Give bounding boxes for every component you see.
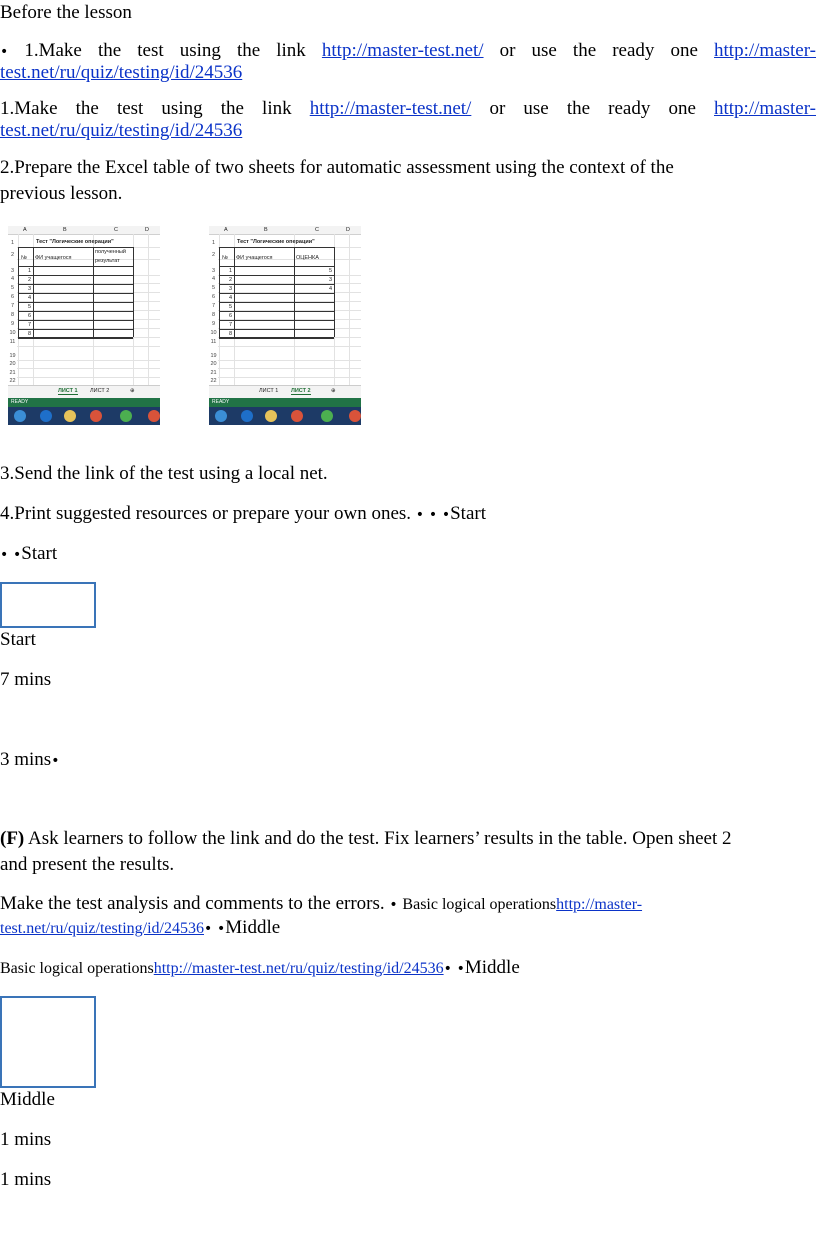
- bullet-icon: •: [415, 507, 425, 523]
- item-number: 8: [28, 331, 32, 337]
- item-number: 1: [229, 268, 233, 274]
- time-3-text: 3 mins: [0, 749, 52, 770]
- item-number: 1: [28, 268, 32, 274]
- sheet-title: Тест "Логические операции": [237, 239, 315, 245]
- grid-line: [17, 368, 160, 369]
- table-border: [18, 311, 133, 312]
- item-number: 8: [229, 331, 233, 337]
- middle-label-inline: Middle: [225, 917, 281, 938]
- column-letter: D: [346, 227, 350, 233]
- step1-bulleted: [0, 40, 816, 63]
- ie-icon: [241, 410, 253, 422]
- item-number: 7: [229, 322, 233, 328]
- table-border: [219, 311, 334, 312]
- tab-sheet1: ЛИСТ 1: [58, 388, 78, 394]
- step1-text: 1.Make the test using the link: [24, 40, 322, 61]
- header-result: полученный: [95, 249, 126, 255]
- bullet-icon: •: [217, 921, 226, 937]
- row-number: 5: [10, 285, 15, 291]
- item-number: 2: [229, 277, 233, 283]
- f-activity-line2: and present the results.: [0, 854, 175, 875]
- excel-sheet1-screenshot: [8, 222, 160, 425]
- chrome-icon: [321, 410, 333, 422]
- column-letter: A: [224, 227, 228, 233]
- table-border: [334, 247, 335, 337]
- table-border: [219, 329, 334, 330]
- basic-ops-label: Basic logical operations: [402, 896, 557, 913]
- grid-line: [17, 360, 160, 361]
- column-header-bar: [209, 226, 361, 235]
- table-border: [18, 302, 133, 303]
- bullet-icon: •: [0, 547, 9, 563]
- table-border: [219, 293, 334, 294]
- tab-sheet2: ЛИСТ 2: [90, 388, 110, 394]
- step1-text-2: 1.Make the test using the link: [0, 98, 310, 119]
- start-orb-icon: [215, 410, 227, 422]
- column-letter: C: [315, 227, 319, 233]
- row-number: 10: [210, 330, 217, 336]
- step3: 3.Send the link of the test using a local net.: [0, 463, 328, 484]
- grid-line: [218, 377, 361, 378]
- row-number: 20: [9, 361, 16, 367]
- start-label: Start: [0, 629, 36, 650]
- page-heading: Before the lesson: [0, 2, 132, 23]
- folder-icon: [64, 410, 76, 422]
- start-label-inline: Start: [450, 503, 486, 524]
- grid-line: [17, 346, 160, 347]
- ie-icon: [40, 410, 52, 422]
- bullet-icon: •: [0, 44, 9, 60]
- row-number: 6: [10, 294, 15, 300]
- time-1-mins-a: 1 mins: [0, 1129, 52, 1150]
- taskbar: [8, 407, 160, 425]
- header-num: №: [222, 255, 228, 261]
- time-3-mins: [0, 749, 59, 772]
- table-border: [18, 266, 133, 267]
- table-border: [219, 302, 334, 303]
- table-border: [219, 275, 334, 276]
- taskbar: [209, 407, 361, 425]
- basic-ops-link-full[interactable]: http://master-test.net/ru/quiz/testing/id/24536: [153, 960, 444, 977]
- master-test-link[interactable]: http://master-test.net/: [321, 40, 484, 61]
- table-border: [18, 247, 19, 337]
- header-result: результат: [95, 258, 120, 264]
- grid-line: [218, 346, 361, 347]
- row-number: 4: [10, 276, 15, 282]
- item-number: 2: [28, 277, 32, 283]
- basic-ops-link-part1[interactable]: http://master-: [556, 896, 643, 913]
- tab-sheet2: ЛИСТ 2: [291, 388, 311, 394]
- row-number: 5: [211, 285, 216, 291]
- table-border: [18, 293, 133, 294]
- bullet-icon: •: [456, 961, 465, 977]
- master-test-link-2[interactable]: http://master-test.net/: [309, 98, 472, 119]
- column-letter: C: [114, 227, 118, 233]
- status-bar: READY: [209, 398, 361, 407]
- time-1-mins-b: 1 mins: [0, 1169, 52, 1190]
- row-number: 11: [9, 339, 16, 345]
- table-border: [18, 247, 133, 248]
- grid-line: [218, 360, 361, 361]
- row-number: 1: [211, 240, 216, 246]
- row-number: 1: [10, 240, 15, 246]
- header-num: №: [21, 255, 27, 261]
- basic-ops-link-part2[interactable]: test.net/ru/quiz/testing/id/24536: [0, 920, 204, 937]
- item-number: 6: [229, 313, 233, 319]
- add-sheet-icon: ⊕: [130, 388, 135, 394]
- row-number: 4: [211, 276, 216, 282]
- media-icon: [90, 410, 102, 422]
- row-number: 11: [210, 339, 217, 345]
- analysis-text: Make the test analysis and comments to the errors.: [0, 893, 390, 914]
- column-letter: A: [23, 227, 27, 233]
- header-grade: ОЦЕНКА: [296, 255, 319, 261]
- start-orb-icon: [14, 410, 26, 422]
- excel-sheet2-screenshot: [209, 222, 361, 425]
- row-number: 19: [210, 353, 217, 359]
- row-number: 2: [10, 252, 15, 258]
- table-border: [219, 338, 334, 339]
- f-activity-line1: [0, 828, 732, 850]
- grade-value: 4: [329, 286, 333, 292]
- bullet-icon: •: [441, 507, 451, 523]
- row-number: 22: [9, 378, 16, 384]
- item-number: 4: [229, 295, 233, 301]
- table-border: [18, 329, 133, 330]
- table-border: [18, 338, 133, 339]
- tab-sheet1: ЛИСТ 1: [259, 388, 279, 394]
- start-stage-box: [0, 582, 96, 628]
- grade-value: 3: [329, 277, 333, 283]
- step2-line1: 2.Prepare the Excel table of two sheets for automatic assessment using the context of the: [0, 157, 674, 178]
- table-border: [93, 247, 94, 337]
- quiz-link-part1[interactable]: http://master-: [714, 40, 816, 61]
- bullet-icon: •: [428, 507, 438, 523]
- bullet-icon: •: [51, 753, 60, 769]
- step4-text: 4.Print suggested resources or prepare your own ones.: [0, 503, 416, 524]
- table-border: [18, 275, 133, 276]
- chrome-icon: [349, 410, 361, 422]
- table-border: [133, 247, 134, 337]
- f-text1: Ask learners to follow the link and do the test. Fix learners’ results in the table. Open sheet 2: [24, 828, 732, 849]
- media-icon: [291, 410, 303, 422]
- row-number: 8: [211, 312, 216, 318]
- row-number: 21: [9, 370, 16, 376]
- start-bullets: [0, 543, 57, 566]
- item-number: 5: [28, 304, 32, 310]
- row-number: 6: [211, 294, 216, 300]
- analysis-line: [0, 893, 642, 916]
- grid-line: [218, 368, 361, 369]
- bullet-icon: •: [203, 921, 213, 937]
- row-number: 9: [10, 321, 15, 327]
- grid-line: [148, 234, 149, 394]
- row-number: 7: [211, 303, 216, 309]
- bullet-icon: •: [443, 961, 452, 977]
- row-number: 9: [211, 321, 216, 327]
- row-number: 21: [210, 370, 217, 376]
- quiz-link-2-part1[interactable]: http://master-: [714, 98, 816, 119]
- table-border: [294, 247, 295, 337]
- sheet-tabs-bar: [8, 385, 160, 398]
- middle-label-inline-2: Middle: [464, 957, 520, 978]
- step1-middle-text: or use the ready one: [483, 40, 715, 61]
- chrome-icon: [148, 410, 160, 422]
- step4: [0, 503, 486, 526]
- grid-line: [17, 377, 160, 378]
- chrome-icon: [120, 410, 132, 422]
- add-sheet-icon: ⊕: [331, 388, 336, 394]
- quiz-link-part2[interactable]: test.net/ru/quiz/testing/id/24536: [0, 62, 243, 83]
- f-label: (F): [0, 828, 25, 849]
- sheet-title: Тест "Логические операции": [36, 239, 114, 245]
- sheet-tabs-bar: [209, 385, 361, 398]
- table-border: [219, 247, 334, 248]
- header-name: ФИ учащегося: [35, 255, 72, 261]
- row-number: 3: [211, 268, 216, 274]
- row-number: 10: [9, 330, 16, 336]
- item-number: 5: [229, 304, 233, 310]
- table-border: [18, 320, 133, 321]
- grade-value: 5: [329, 268, 333, 274]
- status-bar: READY: [8, 398, 160, 407]
- item-number: 4: [28, 295, 32, 301]
- analysis-line2: [0, 917, 280, 940]
- column-letter: B: [264, 227, 268, 233]
- row-number: 8: [10, 312, 15, 318]
- table-border: [219, 247, 220, 337]
- basic-ops-line: [0, 957, 520, 980]
- row-number: 7: [10, 303, 15, 309]
- table-border: [33, 247, 34, 337]
- column-header-bar: [8, 226, 160, 235]
- start-label-bullet: Start: [21, 543, 58, 564]
- table-border: [219, 320, 334, 321]
- time-7-mins: 7 mins: [0, 669, 52, 690]
- table-border: [219, 284, 334, 285]
- item-number: 7: [28, 322, 32, 328]
- middle-label: Middle: [0, 1089, 55, 1110]
- bullet-icon: •: [13, 547, 22, 563]
- table-border: [219, 266, 334, 267]
- middle-stage-box: [0, 996, 96, 1088]
- row-number: 20: [210, 361, 217, 367]
- basic-ops-label-2: Basic logical operations: [0, 960, 154, 977]
- item-number: 3: [28, 286, 32, 292]
- row-number: 2: [211, 252, 216, 258]
- row-number: 3: [10, 268, 15, 274]
- table-border: [18, 284, 133, 285]
- header-name: ФИ учащегося: [236, 255, 273, 261]
- bullet-icon: •: [389, 897, 398, 913]
- step2-line2: previous lesson.: [0, 183, 123, 204]
- column-letter: D: [145, 227, 149, 233]
- folder-icon: [265, 410, 277, 422]
- item-number: 6: [28, 313, 32, 319]
- step1-middle-text-2: or use the ready one: [471, 98, 714, 119]
- quiz-link-2-part2[interactable]: test.net/ru/quiz/testing/id/24536: [0, 120, 243, 141]
- row-number: 19: [9, 353, 16, 359]
- column-letter: B: [63, 227, 67, 233]
- table-border: [234, 247, 235, 337]
- item-number: 3: [229, 286, 233, 292]
- grid-line: [349, 234, 350, 394]
- step1-plain: [0, 98, 816, 120]
- row-number: 22: [210, 378, 217, 384]
